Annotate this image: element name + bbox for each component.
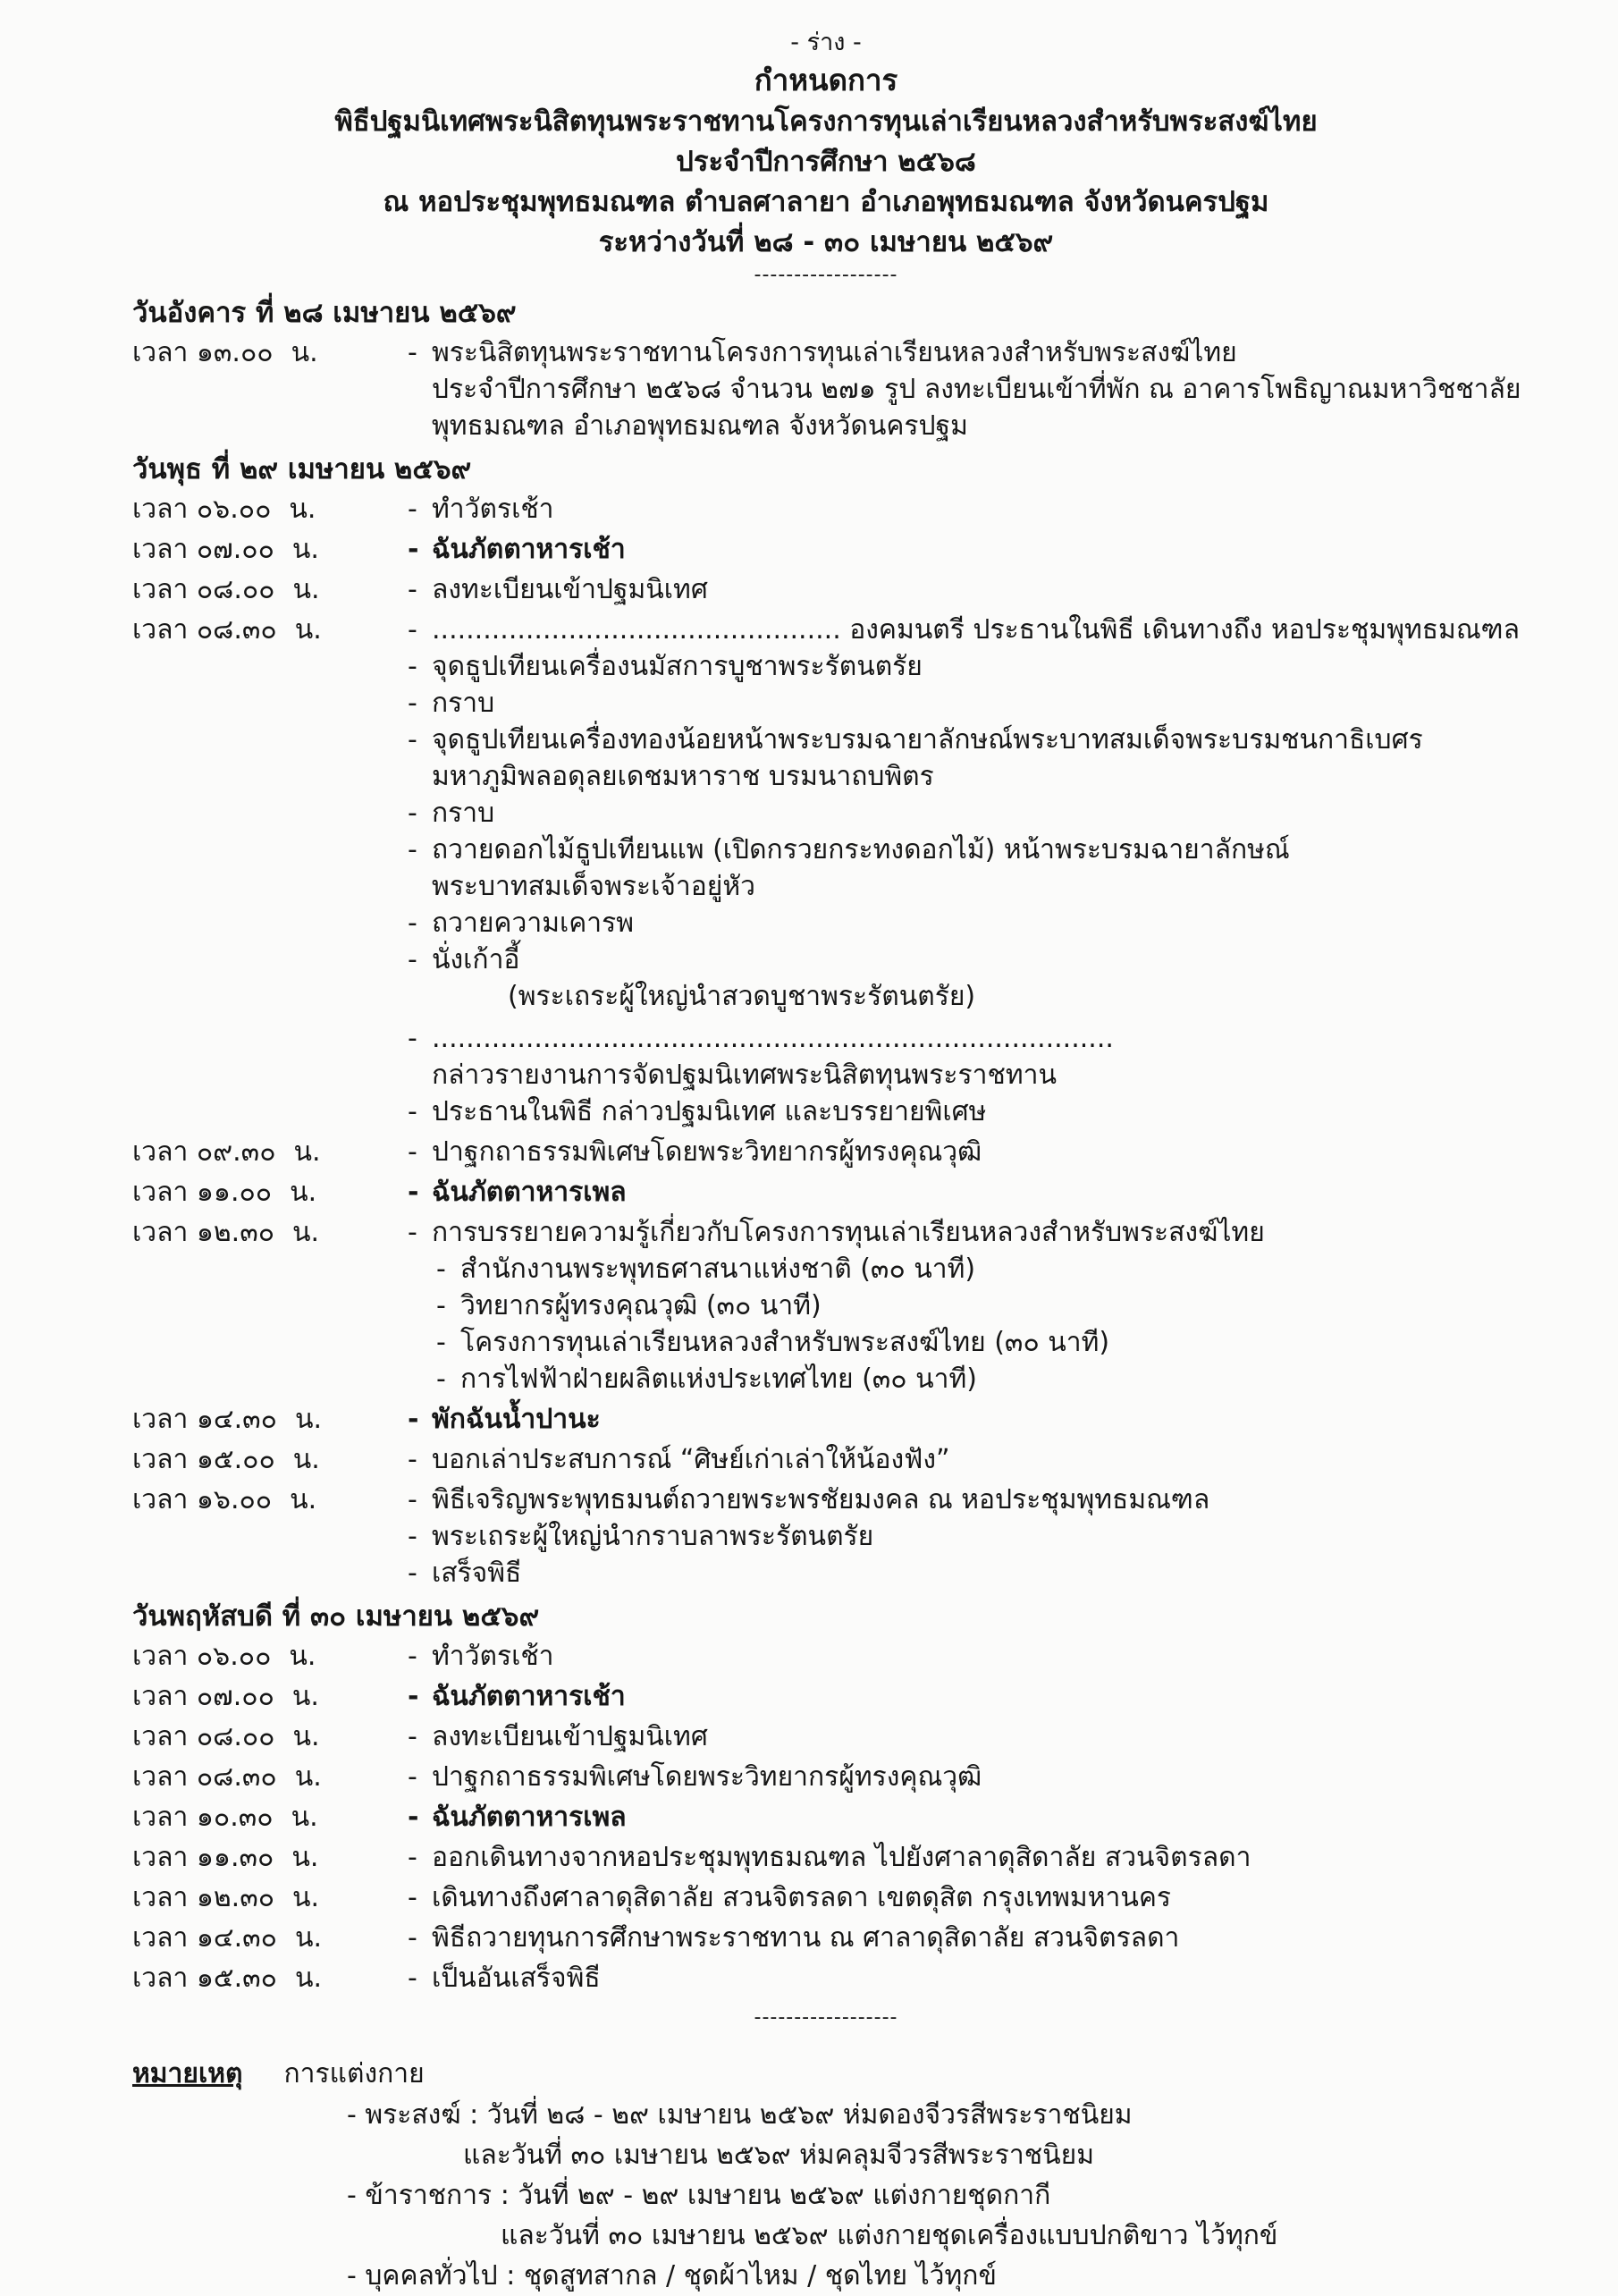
item-text: ทำวัตรเช้า xyxy=(432,1641,554,1672)
time-unit: น. xyxy=(291,1802,318,1833)
item-text: ถวายความเคารพ xyxy=(432,907,635,939)
section-divider: ------------------ xyxy=(754,2006,898,2029)
schedule-item xyxy=(408,334,1520,371)
schedule-item xyxy=(408,1920,1520,1956)
time-unit: น. xyxy=(289,494,316,525)
day-title: วันพฤหัสบดี ที่ ๓๐ เมษายน ๒๕๖๙ xyxy=(132,1600,540,1633)
row-content xyxy=(408,531,1520,568)
schedule-item xyxy=(408,1174,1520,1211)
row-content xyxy=(408,1174,1520,1211)
item-text: ถวายดอกไม้ธูปเทียนแพ (เปิดกรวยกระทงดอกไม้) หน้าพระบรมฉายาลักษณ์ xyxy=(432,834,1290,865)
row-content xyxy=(408,612,1520,1130)
schedule-item xyxy=(408,1759,1520,1795)
header-divider: ------------------ xyxy=(754,264,898,286)
dash-marker: - xyxy=(408,1721,417,1752)
schedule-row xyxy=(132,1759,1520,1795)
dash-marker: - xyxy=(436,1254,446,1285)
time-unit: น. xyxy=(292,1217,320,1248)
date-range-line: ระหว่างวันที่ ๒๘ - ๓๐ เมษายน ๒๕๖๙ xyxy=(598,226,1054,258)
schedule-row xyxy=(132,1839,1520,1876)
note-line xyxy=(347,2256,1520,2296)
time-label xyxy=(132,612,408,1130)
dash-marker: - xyxy=(408,1136,417,1168)
schedule-item xyxy=(408,1518,1520,1555)
dash-marker: - xyxy=(408,1521,417,1552)
dash-marker: - xyxy=(408,1217,417,1248)
row-content xyxy=(408,1678,1520,1715)
dash-marker: - xyxy=(436,1363,446,1395)
day-section xyxy=(132,448,1520,1591)
schedule-item xyxy=(408,491,1520,528)
time-label xyxy=(132,1401,408,1438)
schedule-row xyxy=(132,1960,1520,1996)
dash-marker: - xyxy=(408,651,417,682)
dash-marker: - xyxy=(408,1761,417,1793)
schedule-item xyxy=(408,1441,1520,1478)
time-value: เวลา ๑๑.๐๐ xyxy=(132,1177,273,1208)
dash-marker: - xyxy=(408,1641,417,1672)
schedule-item xyxy=(408,1324,1520,1361)
item-text: จุดธูปเทียนเครื่องนมัสการบูชาพระรัตนตรัย xyxy=(432,651,923,682)
item-text: พระเถระผู้ใหญ่นำกราบลาพระรัตนตรัย xyxy=(432,1521,874,1552)
row-content xyxy=(408,1401,1520,1438)
time-value: เวลา ๐๙.๓๐ xyxy=(132,1136,276,1168)
row-content xyxy=(408,1960,1520,1996)
time-unit: น. xyxy=(292,1444,320,1475)
schedule-item xyxy=(408,1361,1520,1397)
day-section xyxy=(132,1595,1520,1996)
time-value: เวลา ๐๗.๐๐ xyxy=(132,1681,274,1712)
time-unit: น. xyxy=(291,534,319,565)
time-unit: น. xyxy=(290,1484,317,1515)
dash-marker: - xyxy=(436,1327,446,1358)
schedule-item xyxy=(408,1638,1520,1675)
schedule-item xyxy=(408,978,1520,1015)
row-content xyxy=(408,571,1520,608)
note-lines xyxy=(132,2095,1520,2296)
schedule-item xyxy=(408,1287,1520,1324)
dash-marker: - xyxy=(408,907,417,939)
time-value: เวลา ๐๘.๓๐ xyxy=(132,614,277,646)
schedule-item xyxy=(408,571,1520,608)
schedule-item xyxy=(408,1678,1520,1715)
item-text: ลงทะเบียนเข้าปฐมนิเทศ xyxy=(432,574,708,605)
time-label xyxy=(132,1920,408,1956)
time-value: เวลา ๑๔.๓๐ xyxy=(132,1922,277,1954)
row-content xyxy=(408,1759,1520,1795)
time-value: เวลา ๑๕.๓๐ xyxy=(132,1963,277,1994)
item-text: ปาฐกถาธรรมพิเศษโดยพระวิทยากรผู้ทรงคุณวุฒิ xyxy=(432,1136,982,1168)
time-unit: น. xyxy=(291,1681,319,1712)
item-text: ปาฐกถาธรรมพิเศษโดยพระวิทยากรผู้ทรงคุณวุฒิ xyxy=(432,1761,982,1793)
schedule xyxy=(132,291,1520,1996)
title-line-2: ประจำปีการศึกษา ๒๕๖๘ xyxy=(676,146,976,178)
dash-marker: - xyxy=(408,1444,417,1475)
item-text: กราบ xyxy=(432,688,495,719)
item-text: มหาภูมิพลอดุลยเดชมหาราช บรมนาถบพิตร xyxy=(432,761,934,792)
item-text: โครงการทุนเล่าเรียนหลวงสำหรับพระสงฆ์ไทย (๓๐ นาที) xyxy=(460,1327,1110,1358)
time-label xyxy=(132,334,408,444)
dash-marker: - xyxy=(408,614,417,646)
item-text: พระนิสิตทุนพระราชทานโครงการทุนเล่าเรียนหลวงสำหรับพระสงฆ์ไทย xyxy=(432,337,1237,368)
day-title: วันอังคาร ที่ ๒๘ เมษายน ๒๕๖๙ xyxy=(132,297,517,329)
schedule-item xyxy=(408,1401,1520,1438)
schedule-item xyxy=(408,612,1520,648)
dash-marker: - xyxy=(408,798,417,829)
dash-marker: - xyxy=(408,1096,417,1127)
note-title: การแต่งกาย xyxy=(283,2058,425,2089)
note-line xyxy=(347,2135,1520,2175)
schedule-row xyxy=(132,1441,1520,1478)
time-unit: น. xyxy=(291,1842,319,1873)
day-title: วันพุธ ที่ ๒๙ เมษายน ๒๕๖๙ xyxy=(132,453,472,485)
schedule-row xyxy=(132,612,1520,1130)
time-value: เวลา ๑๒.๓๐ xyxy=(132,1217,275,1248)
dash-marker: - xyxy=(408,1023,417,1054)
time-label xyxy=(132,1759,408,1795)
document-header xyxy=(132,27,1520,288)
time-unit: น. xyxy=(292,1882,320,1913)
time-unit: น. xyxy=(292,574,320,605)
time-value: เวลา ๐๗.๐๐ xyxy=(132,534,274,565)
time-label xyxy=(132,531,408,568)
time-unit: น. xyxy=(290,1177,317,1208)
schedule-item xyxy=(408,1093,1520,1130)
schedule-row xyxy=(132,1920,1520,1956)
time-label xyxy=(132,1134,408,1170)
schedule-item xyxy=(408,1020,1520,1057)
time-label xyxy=(132,1718,408,1755)
time-value: เวลา ๐๘.๐๐ xyxy=(132,574,275,605)
row-content xyxy=(408,1638,1520,1675)
dash-marker: - xyxy=(408,1922,417,1954)
item-text: (พระเถระผู้ใหญ่นำสวดบูชาพระรัตนตรัย) xyxy=(508,981,976,1012)
note-text: และวันที่ ๓๐ เมษายน ๒๕๖๙ แต่งกายชุดเครื่องแบบปกติขาว ไว้ทุกข์ xyxy=(501,2220,1278,2251)
schedule-row xyxy=(132,491,1520,528)
time-label xyxy=(132,1799,408,1836)
schedule-row xyxy=(132,1214,1520,1397)
note-text: - บุคคลทั่วไป : ชุดสูทสากล / ชุดผ้าไหม / ชุดไทย ไว้ทุกข์ xyxy=(347,2260,997,2292)
item-text: ฉันภัตตาหารเพล xyxy=(432,1802,627,1833)
time-value: เวลา ๐๘.๓๐ xyxy=(132,1761,277,1793)
row-content xyxy=(408,1799,1520,1836)
draft-label: - ร่าง - xyxy=(790,29,862,56)
schedule-item xyxy=(408,795,1520,831)
dash-marker: - xyxy=(408,1802,419,1833)
time-value: เวลา ๑๐.๓๐ xyxy=(132,1802,274,1833)
schedule-item xyxy=(408,408,1520,444)
time-value: เวลา ๑๑.๓๐ xyxy=(132,1842,274,1873)
time-unit: น. xyxy=(294,1761,322,1793)
time-value: เวลา ๐๖.๐๐ xyxy=(132,494,272,525)
dash-marker: - xyxy=(408,1842,417,1873)
schedule-item xyxy=(408,831,1520,868)
dash-marker: - xyxy=(408,1484,417,1515)
item-text: ฉันภัตตาหารเช้า xyxy=(432,1681,626,1712)
row-content xyxy=(408,1134,1520,1170)
item-text: เสร็จพิธี xyxy=(432,1557,522,1589)
title-line-1: พิธีปฐมนิเทศพระนิสิตทุนพระราชทานโครงการทุนเล่าเรียนหลวงสำหรับพระสงฆ์ไทย xyxy=(334,106,1318,138)
page-title: กำหนดการ xyxy=(754,63,898,97)
item-text: พิธีถวายทุนการศึกษาพระราชทาน ณ ศาลาดุสิดาลัย สวนจิตรลดา xyxy=(432,1922,1180,1954)
note-text: - ข้าราชการ : วันที่ ๒๙ - ๒๙ เมษายน ๒๕๖๙ แต่งกายชุดกากี xyxy=(347,2180,1051,2211)
dash-marker: - xyxy=(408,574,417,605)
item-text: ฉันภัตตาหารเช้า xyxy=(432,534,626,565)
schedule-item xyxy=(408,722,1520,758)
dash-marker: - xyxy=(408,1177,419,1208)
dash-marker: - xyxy=(408,1681,419,1712)
item-text: เดินทางถึงศาลาดุสิดาลัย สวนจิตรลดา เขตดุสิต กรุงเทพมหานคร xyxy=(432,1882,1172,1913)
time-value: เวลา ๑๖.๐๐ xyxy=(132,1484,273,1515)
dash-marker: - xyxy=(408,1557,417,1589)
time-label xyxy=(132,1441,408,1478)
row-content xyxy=(408,1879,1520,1916)
schedule-row xyxy=(132,1638,1520,1675)
schedule-item xyxy=(408,1879,1520,1916)
note-label: หมายเหตุ xyxy=(132,2058,243,2089)
time-label xyxy=(132,1960,408,1996)
schedule-row xyxy=(132,334,1520,444)
schedule-item xyxy=(408,371,1520,408)
item-text: การไฟฟ้าฝ่ายผลิตแห่งประเทศไทย (๓๐ นาที) xyxy=(460,1363,977,1395)
schedule-row xyxy=(132,1799,1520,1836)
item-text: สำนักงานพระพุทธศาสนาแห่งชาติ (๓๐ นาที) xyxy=(460,1254,976,1285)
item-text: ฉันภัตตาหารเพล xyxy=(432,1177,627,1208)
time-unit: น. xyxy=(293,1136,321,1168)
dash-marker: - xyxy=(408,494,417,525)
note-line xyxy=(347,2095,1520,2135)
dash-marker: - xyxy=(408,834,417,865)
schedule-item xyxy=(408,1057,1520,1093)
dash-marker: - xyxy=(408,337,417,368)
dash-marker: - xyxy=(408,534,419,565)
item-text: เป็นอันเสร็จพิธี xyxy=(432,1963,601,1994)
item-text: พระบาทสมเด็จพระเจ้าอยู่หัว xyxy=(432,871,755,902)
row-content xyxy=(408,334,1520,444)
dash-marker: - xyxy=(436,1290,446,1321)
item-text: พุทธมณฑล อำเภอพุทธมณฑล จังหวัดนครปฐม xyxy=(432,410,968,442)
row-content xyxy=(408,1718,1520,1755)
item-text: นั่งเก้าอี้ xyxy=(432,944,520,975)
schedule-item xyxy=(408,1214,1520,1251)
day-section xyxy=(132,291,1520,444)
schedule-item xyxy=(408,685,1520,722)
time-value: เวลา ๑๔.๓๐ xyxy=(132,1404,277,1435)
schedule-row xyxy=(132,571,1520,608)
schedule-item xyxy=(408,941,1520,978)
time-label xyxy=(132,1879,408,1916)
schedule-item xyxy=(408,905,1520,941)
item-text: ................................................ องคมนตรี ประธานในพิธี เดินทางถึง หอประชุมพุทธมณฑล xyxy=(432,614,1520,646)
time-label xyxy=(132,1638,408,1675)
row-content xyxy=(408,1441,1520,1478)
venue-line: ณ หอประชุมพุทธมณฑล ตำบลศาลายา อำเภอพุทธมณฑล จังหวัดนครปฐม xyxy=(383,186,1269,218)
item-text: กราบ xyxy=(432,798,495,829)
schedule-row xyxy=(132,1718,1520,1755)
time-value: เวลา ๐๖.๐๐ xyxy=(132,1641,272,1672)
time-value: เวลา ๑๓.๐๐ xyxy=(132,337,274,368)
time-label xyxy=(132,571,408,608)
schedule-row xyxy=(132,1481,1520,1591)
schedule-item xyxy=(408,1134,1520,1170)
schedule-item xyxy=(408,1555,1520,1591)
row-content xyxy=(408,1214,1520,1397)
dash-marker: - xyxy=(408,724,417,755)
note-header xyxy=(132,2054,1520,2095)
time-label xyxy=(132,1214,408,1397)
time-unit: น. xyxy=(294,1922,323,1954)
item-text: กล่าวรายงานการจัดปฐมนิเทศพระนิสิตทุนพระราชทาน xyxy=(432,1059,1057,1091)
schedule-item xyxy=(408,1839,1520,1876)
time-unit: น. xyxy=(294,614,322,646)
item-text: ทำวัตรเช้า xyxy=(432,494,554,525)
schedule-item xyxy=(408,1481,1520,1518)
time-label xyxy=(132,1174,408,1211)
dash-marker: - xyxy=(408,1963,417,1994)
schedule-row xyxy=(132,531,1520,568)
schedule-item xyxy=(408,1251,1520,1287)
item-text: การบรรยายความรู้เกี่ยวกับโครงการทุนเล่าเรียนหลวงสำหรับพระสงฆ์ไทย xyxy=(432,1217,1265,1248)
item-text: ประธานในพิธี กล่าวปฐมนิเทศ และบรรยายพิเศษ xyxy=(432,1096,987,1127)
time-value: เวลา ๑๒.๓๐ xyxy=(132,1882,275,1913)
schedule-item xyxy=(408,1799,1520,1836)
item-text: ประจำปีการศึกษา ๒๕๖๘ จำนวน ๒๗๑ รูป ลงทะเบียนเข้าที่พัก ณ อาคารโพธิญาณมหาวิชชาลัย xyxy=(432,374,1521,405)
item-text: ................................................................................ xyxy=(432,1023,1114,1054)
time-unit: น. xyxy=(289,1641,316,1672)
item-text: วิทยากรผู้ทรงคุณวุฒิ (๓๐ นาที) xyxy=(460,1290,822,1321)
row-content xyxy=(408,1481,1520,1591)
note-text: - พระสงฆ์ : วันที่ ๒๘ - ๒๙ เมษายน ๒๕๖๙ ห่มดองจีวรสีพระราชนิยม xyxy=(347,2099,1133,2131)
schedule-item xyxy=(408,1960,1520,1996)
item-text: ลงทะเบียนเข้าปฐมนิเทศ xyxy=(432,1721,708,1752)
item-text: พิธีเจริญพระพุทธมนต์ถวายพระพรชัยมงคล ณ หอประชุมพุทธมณฑล xyxy=(432,1484,1210,1515)
dash-marker: - xyxy=(408,944,417,975)
row-content xyxy=(408,1920,1520,1956)
time-unit: น. xyxy=(291,337,318,368)
schedule-row xyxy=(132,1134,1520,1170)
time-value: เวลา ๑๕.๐๐ xyxy=(132,1444,275,1475)
schedule-row xyxy=(132,1174,1520,1211)
dash-marker: - xyxy=(408,688,417,719)
note-line xyxy=(347,2216,1520,2256)
item-text: จุดธูปเทียนเครื่องทองน้อยหน้าพระบรมฉายาลักษณ์พระบาทสมเด็จพระบรมชนกาธิเบศร xyxy=(432,724,1423,755)
schedule-row xyxy=(132,1401,1520,1438)
time-unit: น. xyxy=(294,1404,323,1435)
schedule-item xyxy=(408,1718,1520,1755)
time-unit: น. xyxy=(292,1721,320,1752)
note-section xyxy=(132,2054,1520,2296)
time-label xyxy=(132,1481,408,1591)
item-text: บอกเล่าประสบการณ์ “ศิษย์เก่าเล่าให้น้องฟัง” xyxy=(432,1444,950,1475)
item-text: ออกเดินทางจากหอประชุมพุทธมณฑล ไปยังศาลาดุสิดาลัย สวนจิตรลดา xyxy=(432,1842,1251,1873)
schedule-item xyxy=(408,868,1520,905)
schedule-item xyxy=(408,758,1520,795)
time-unit: น. xyxy=(294,1963,323,1994)
time-value: เวลา ๐๘.๐๐ xyxy=(132,1721,275,1752)
time-label xyxy=(132,491,408,528)
row-content xyxy=(408,491,1520,528)
row-content xyxy=(408,1839,1520,1876)
dash-marker: - xyxy=(408,1404,419,1435)
schedule-item xyxy=(408,531,1520,568)
note-line xyxy=(347,2175,1520,2216)
schedule-row xyxy=(132,1678,1520,1715)
dash-marker: - xyxy=(408,1882,417,1913)
schedule-item xyxy=(408,648,1520,685)
time-label xyxy=(132,1839,408,1876)
time-label xyxy=(132,1678,408,1715)
item-text: พักฉันน้ำปานะ xyxy=(432,1404,601,1435)
note-text: และวันที่ ๓๐ เมษายน ๒๕๖๙ ห่มคลุมจีวรสีพระราชนิยม xyxy=(463,2140,1094,2171)
schedule-row xyxy=(132,1879,1520,1916)
